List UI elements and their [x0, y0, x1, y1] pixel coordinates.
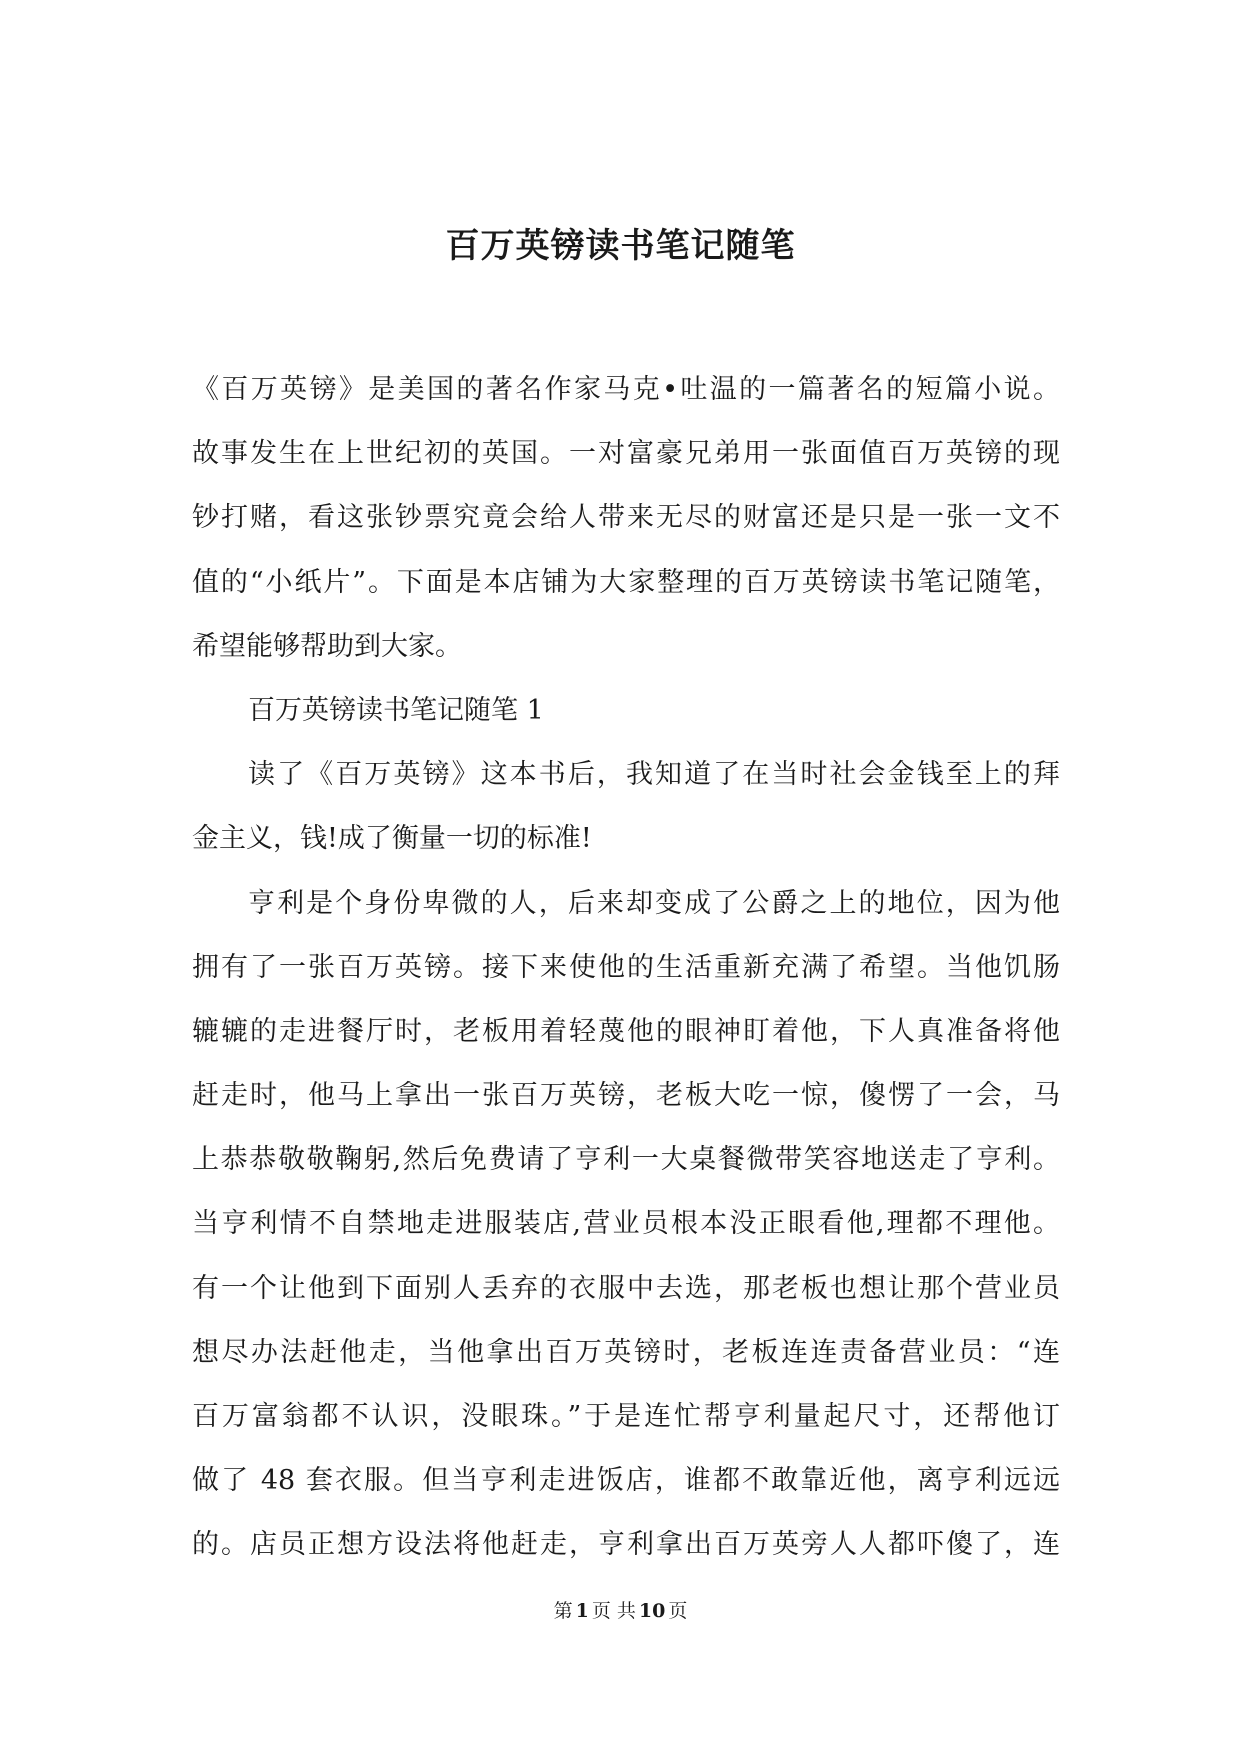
- text-line: 钞打赌，看这张钞票究竟会给人带来无尽的财富还是只是一张一文不: [192, 502, 1060, 534]
- text-line: 百万富翁都不认识，没眼珠。”于是连忙帮亨利量起尺寸，还帮他订: [192, 1401, 1060, 1432]
- text-line: 当亨利情不自禁地走进服装店,营业员根本没正眼看他,理都不理他。: [192, 1208, 1060, 1240]
- text-line: 辘辘的走进餐厅时，老板用着轻蔑他的眼神盯着他，下人真准备将他: [192, 1015, 1060, 1047]
- text-line: 赶走时，他马上拿出一张百万英镑，老板大吃一惊，傻愣了一会，马: [192, 1080, 1060, 1112]
- text-line: 上恭恭敬敬鞠躬,然后免费请了亨利一大桌餐微带笑容地送走了亨利。: [192, 1144, 1060, 1176]
- text-line: 读了《百万英镑》这本书后，我知道了在当时社会金钱至上的拜: [248, 759, 1060, 791]
- page-footer: [0, 1597, 1241, 1625]
- text-line: 亨利是个身份卑微的人，后来却变成了公爵之上的地位，因为他: [248, 887, 1060, 919]
- text-line: 的。店员正想方设法将他赶走，亨利拿出百万英旁人人都吓傻了，连: [192, 1529, 1060, 1561]
- text-line: 值的“小纸片”。下面是本店铺为大家整理的百万英镑读书笔记随笔，: [192, 566, 1060, 598]
- footer-suffix: 页: [668, 1600, 688, 1622]
- text-line: 故事发生在上世纪初的英国。一对富豪兄弟用一张面值百万英镑的现: [192, 438, 1060, 470]
- text-line: 拥有了一张百万英镑。接下来使他的生活重新充满了希望。当他饥肠: [192, 951, 1060, 983]
- text-line: 希望能够帮助到大家。: [192, 630, 462, 662]
- footer-prefix: 第: [553, 1600, 573, 1622]
- text-line: 做了 48 套衣服。但当亨利走进饭店，谁都不敢靠近他，离亨利远远: [192, 1465, 1060, 1497]
- footer-page-number: 1: [575, 1600, 589, 1622]
- text-line: 有一个让他到下面别人丢弃的衣服中去选，那老板也想让那个营业员: [192, 1272, 1060, 1304]
- footer-total-pages: 10: [638, 1600, 666, 1622]
- text-line: 金主义，钱!成了衡量一切的标准!: [192, 823, 592, 855]
- document-title: 百万英镑读书笔记随笔: [445, 226, 796, 266]
- text-line: 《百万英镑》是美国的著名作家马克•吐温的一篇著名的短篇小说。: [192, 374, 1060, 405]
- text-line: 想尽办法赶他走，当他拿出百万英镑时，老板连连责备营业员：“连: [192, 1336, 1060, 1368]
- footer-middle: 页 共: [591, 1600, 636, 1622]
- section-heading: 百万英镑读书笔记随笔 1: [248, 694, 544, 726]
- document-body: [192, 358, 1060, 1578]
